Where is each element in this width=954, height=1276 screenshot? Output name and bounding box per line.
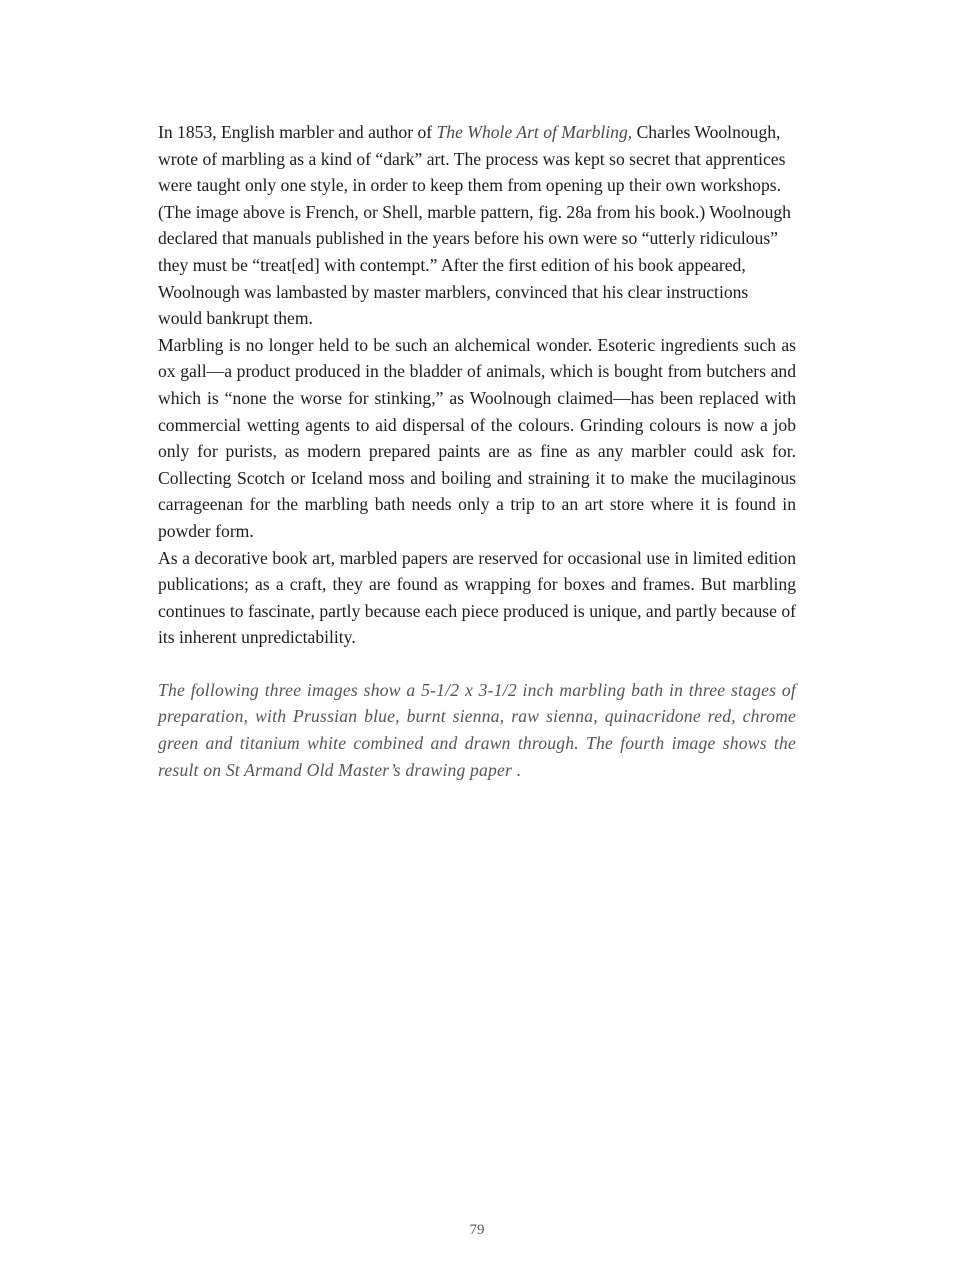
paragraph-decorative-art: As a decorative book art, marbled papers are reserved for occasional use in limited edition publications; as a craft, they are found as wrapping for boxes and frames. But marbling continues to fascinate, partly because each piece produced is unique, and partly because of its inherent unpredictability. xyxy=(158,547,796,648)
paragraph-woolnough-history xyxy=(158,119,796,332)
image-caption: The following three images show a 5-1/2 x 3-1/2 inch marbling bath in three stages of preparation, with Prussian blue, burnt sienna, raw sienna, quinacridone red, chrome green and titanium white combined and drawn through. The fourth image shows the result on St Armand Old Master’s drawing paper . xyxy=(158,679,796,780)
page-number: 79 xyxy=(469,1222,485,1238)
book-title: The Whole Art of Marbling, xyxy=(436,122,633,142)
paragraph-body-text: Charles Woolnough, wrote of marbling as a kind of “dark” art. The process was kept so secret that apprentices were taught only one style, in order to keep them from opening up their own workshops. (The image above is French, or Shell, marble pattern, fig. 28a from his book.) Woolnough declared that manuals published in the years before his own were so “utterly ridiculous” they must be “treat[ed] with contempt.” After the first edition of his book appeared, Woolnough was lambasted by master marblers, convinced that his clear instructions would bankrupt them. xyxy=(158,122,791,329)
paragraph-intro-text: In 1853, English marbler and author of xyxy=(158,122,437,142)
paragraph-modern-marbling: Marbling is no longer held to be such an alchemical wonder. Esoteric ingredients such as ox gall—a product produced in the bladder of animals, which is bought from butchers and which is “none the worse for stinking,” as Woolnough claimed—has been replaced with commercial wetting agents to aid dispersal of the colours. Grinding colours is now a job only for purists, as modern prepared paints are as fine as any marbler could ask for. Collecting Scotch or Iceland moss and boiling and straining it to make the mucilaginous carrageenan for the marbling bath needs only a trip to an art store where it is found in powder form. xyxy=(158,334,796,541)
body-text xyxy=(158,119,796,783)
